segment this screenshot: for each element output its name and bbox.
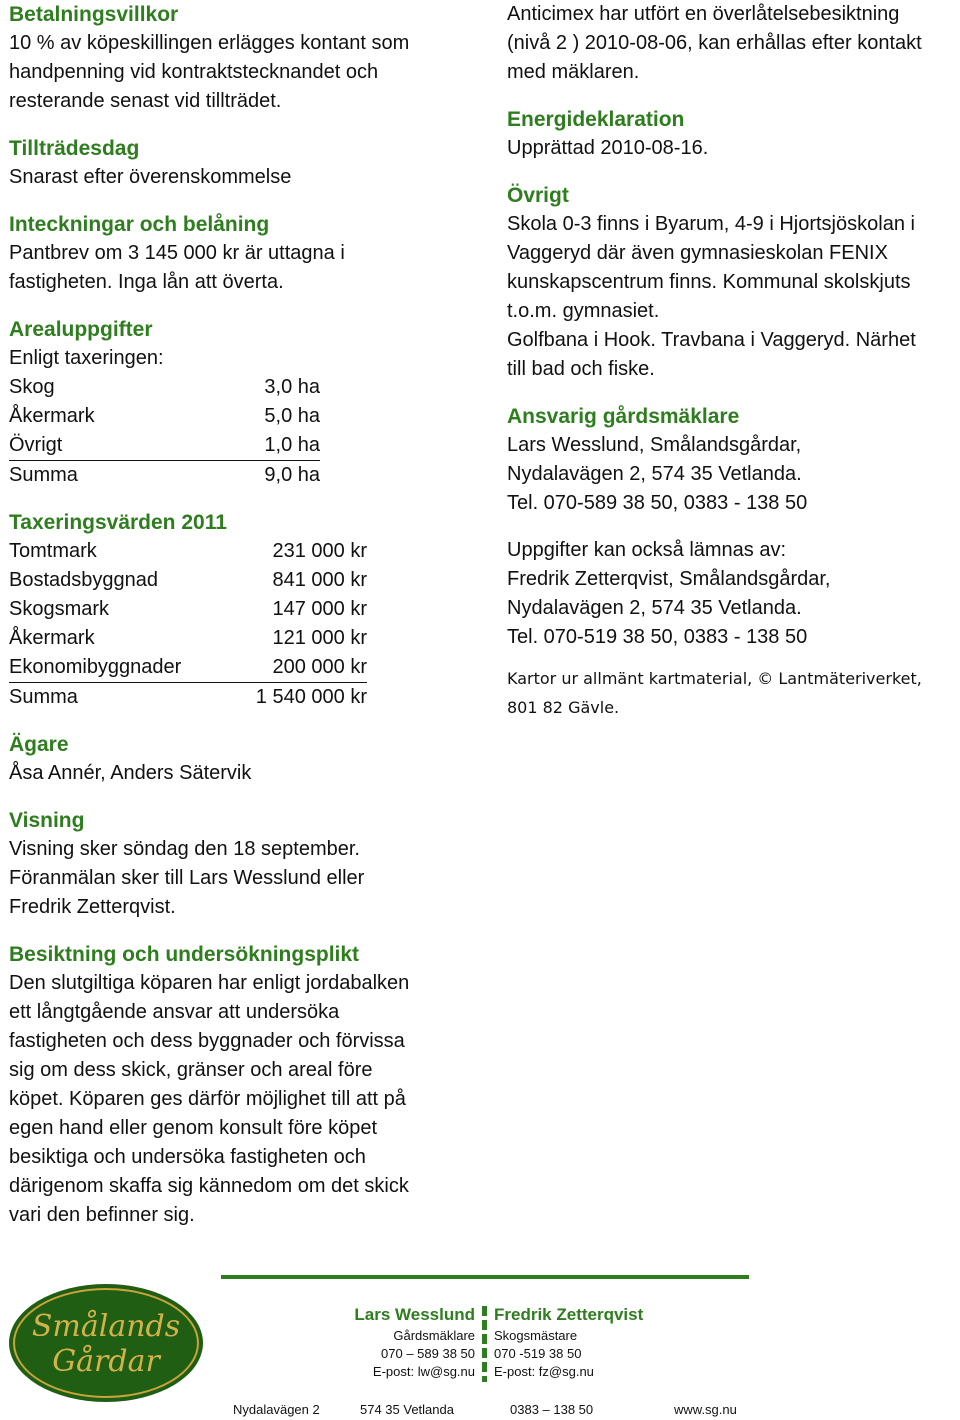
taxering-label: Bostadsbyggnad xyxy=(9,569,159,591)
contact-phone: 070 -519 38 50 xyxy=(494,1346,582,1361)
inteckningar-line: Pantbrev om 3 145 000 kr är uttagna i xyxy=(9,242,345,264)
footer-rule xyxy=(221,1275,749,1279)
betalning-heading: Betalningsvillkor xyxy=(9,3,179,26)
areal-row xyxy=(9,373,479,402)
uppgifter-line: Tel. 070-519 38 50, 0383 - 138 50 xyxy=(507,626,808,648)
contact-divider xyxy=(482,1306,487,1382)
kartor-line: 801 82 Gävle. xyxy=(507,698,620,717)
inteckningar-line: fastigheten. Inga lån att överta. xyxy=(9,271,284,293)
ovrigt-line: till bad och fiske. xyxy=(507,358,655,380)
taxering-value: 121 000 kr xyxy=(272,627,367,649)
footer-city: 574 35 Vetlanda xyxy=(360,1402,454,1417)
areal-heading: Arealuppgifter xyxy=(9,318,153,341)
taxering-value: 841 000 kr xyxy=(272,569,367,591)
areal-row xyxy=(9,402,479,431)
besiktning-line: egen hand eller genom konsult före köpet xyxy=(9,1117,378,1139)
areal-label: Summa xyxy=(9,464,78,486)
taxering-table xyxy=(9,537,479,712)
contact-fredrik xyxy=(494,1303,694,1381)
besiktning-line: besiktiga och undersöka fastigheten och xyxy=(9,1146,366,1168)
taxering-row xyxy=(9,624,479,653)
contact-email: E-post: lw@sg.nu xyxy=(372,1364,475,1379)
taxering-label: Summa xyxy=(9,686,78,708)
contact-phone: 070 – 589 38 50 xyxy=(381,1346,475,1361)
taxering-row xyxy=(9,566,479,595)
betalning-line: resterande senast vid tillträdet. xyxy=(9,90,282,112)
anticimex-line: (nivå 2 ) 2010-08-06, kan erhållas efter kontakt xyxy=(507,32,922,54)
areal-row xyxy=(9,431,320,461)
ovrigt-line: kunskapscentrum finns. Kommunal skolskjuts xyxy=(507,271,911,293)
taxering-sum-row xyxy=(9,683,479,712)
taxering-row xyxy=(9,653,367,683)
areal-label: Skog xyxy=(9,376,55,398)
besiktning-line: vari den befinner sig. xyxy=(9,1204,195,1226)
contact-role: Gårdsmäklare xyxy=(393,1328,475,1343)
taxering-row xyxy=(9,537,479,566)
logo-text-line2: Gårdar xyxy=(52,1344,160,1379)
ovrigt-line: Vaggeryd där även gymnasieskolan FENIX xyxy=(507,242,888,264)
taxering-value: 1 540 000 kr xyxy=(255,686,367,708)
besiktning-line: Den slutgiltiga köparen har enligt jordabalken xyxy=(9,972,410,994)
visning-line: Fredrik Zetterqvist. xyxy=(9,896,176,918)
uppgifter-line: Uppgifter kan också lämnas av: xyxy=(507,539,787,561)
areal-value: 5,0 ha xyxy=(264,405,320,427)
kartor-line: Kartor ur allmänt kartmaterial, © Lantmäteriverket, xyxy=(507,669,922,688)
taxering-heading: Taxeringsvärden 2011 xyxy=(9,511,227,534)
taxering-label: Åkermark xyxy=(9,627,95,649)
contact-role: Skogsmästare xyxy=(494,1328,578,1343)
visning-line: Föranmälan sker till Lars Wesslund eller xyxy=(9,867,365,889)
besiktning-heading: Besiktning och undersökningsplikt xyxy=(9,943,360,966)
visning-heading: Visning xyxy=(9,809,85,832)
taxering-value: 231 000 kr xyxy=(272,540,367,562)
taxering-value: 200 000 kr xyxy=(272,656,367,678)
besiktning-line: köpet. Köparen ges därför möjlighet till att på xyxy=(9,1088,406,1110)
agare-heading: Ägare xyxy=(9,733,69,756)
areal-value: 1,0 ha xyxy=(264,434,320,456)
smalands-gardar-logo xyxy=(6,1281,206,1406)
areal-intro: Enligt taxeringen: xyxy=(9,347,164,369)
areal-label: Åkermark xyxy=(9,405,95,427)
ovrigt-line: Golfbana i Hook. Travbana i Vaggeryd. Närhet xyxy=(507,329,916,351)
ansvarig-line: Tel. 070-589 38 50, 0383 - 138 50 xyxy=(507,492,808,514)
tilltrade-line: Snarast efter överenskommelse xyxy=(9,166,292,188)
taxering-value: 147 000 kr xyxy=(272,598,367,620)
contact-name: Fredrik Zetterqvist xyxy=(494,1305,644,1324)
agare-line: Åsa Annér, Anders Sätervik xyxy=(9,762,252,784)
besiktning-line: därigenom skaffa sig kännedom om det skick xyxy=(9,1175,409,1197)
footer-web: www.sg.nu xyxy=(674,1402,737,1417)
areal-table xyxy=(9,373,479,490)
footer-street: Nydalavägen 2 xyxy=(233,1402,320,1417)
contact-name: Lars Wesslund xyxy=(354,1305,475,1324)
ansvarig-line: Lars Wesslund, Smålandsgårdar, xyxy=(507,434,802,456)
visning-line: Visning sker söndag den 18 september. xyxy=(9,838,360,860)
ansvarig-line: Nydalavägen 2, 574 35 Vetlanda. xyxy=(507,463,802,485)
uppgifter-line: Nydalavägen 2, 574 35 Vetlanda. xyxy=(507,597,802,619)
betalning-line: handpenning vid kontraktstecknandet och xyxy=(9,61,379,83)
energi-heading: Energideklaration xyxy=(507,108,685,131)
anticimex-line: Anticimex har utfört en överlåtelsebesiktning xyxy=(507,3,900,25)
ansvarig-heading: Ansvarig gårdsmäklare xyxy=(507,405,740,428)
footer-phone: 0383 – 138 50 xyxy=(510,1402,594,1417)
ovrigt-heading: Övrigt xyxy=(507,184,569,207)
ovrigt-line: t.o.m. gymnasiet. xyxy=(507,300,660,322)
taxering-label: Ekonomibyggnader xyxy=(9,656,182,678)
besiktning-line: sig om dess skick, gränser och areal före xyxy=(9,1059,373,1081)
ovrigt-line: Skola 0-3 finns i Byarum, 4-9 i Hjortsjöskolan i xyxy=(507,213,915,235)
contact-email: E-post: fz@sg.nu xyxy=(494,1364,594,1379)
anticimex-line: med mäklaren. xyxy=(507,61,640,83)
betalning-line: 10 % av köpeskillingen erlägges kontant som xyxy=(9,32,410,54)
logo-text-line1: Smålands xyxy=(31,1309,181,1344)
energi-line: Upprättad 2010-08-16. xyxy=(507,137,709,159)
left-column xyxy=(9,0,479,1230)
areal-sum-row xyxy=(9,461,479,490)
contact-lars xyxy=(340,1303,475,1381)
areal-value: 3,0 ha xyxy=(264,376,320,398)
uppgifter-line: Fredrik Zetterqvist, Smålandsgårdar, xyxy=(507,568,831,590)
tilltrade-heading: Tillträdesdag xyxy=(9,137,140,160)
areal-value: 9,0 ha xyxy=(264,464,320,486)
taxering-label: Tomtmark xyxy=(9,540,97,562)
right-column xyxy=(507,0,960,722)
besiktning-line: fastigheten och dess byggnader och förvissa xyxy=(9,1030,405,1052)
besiktning-line: ett långtgående ansvar att undersöka xyxy=(9,1001,340,1023)
taxering-row xyxy=(9,595,479,624)
taxering-label: Skogsmark xyxy=(9,598,110,620)
inteckningar-heading: Inteckningar och belåning xyxy=(9,213,270,236)
areal-label: Övrigt xyxy=(9,434,63,456)
